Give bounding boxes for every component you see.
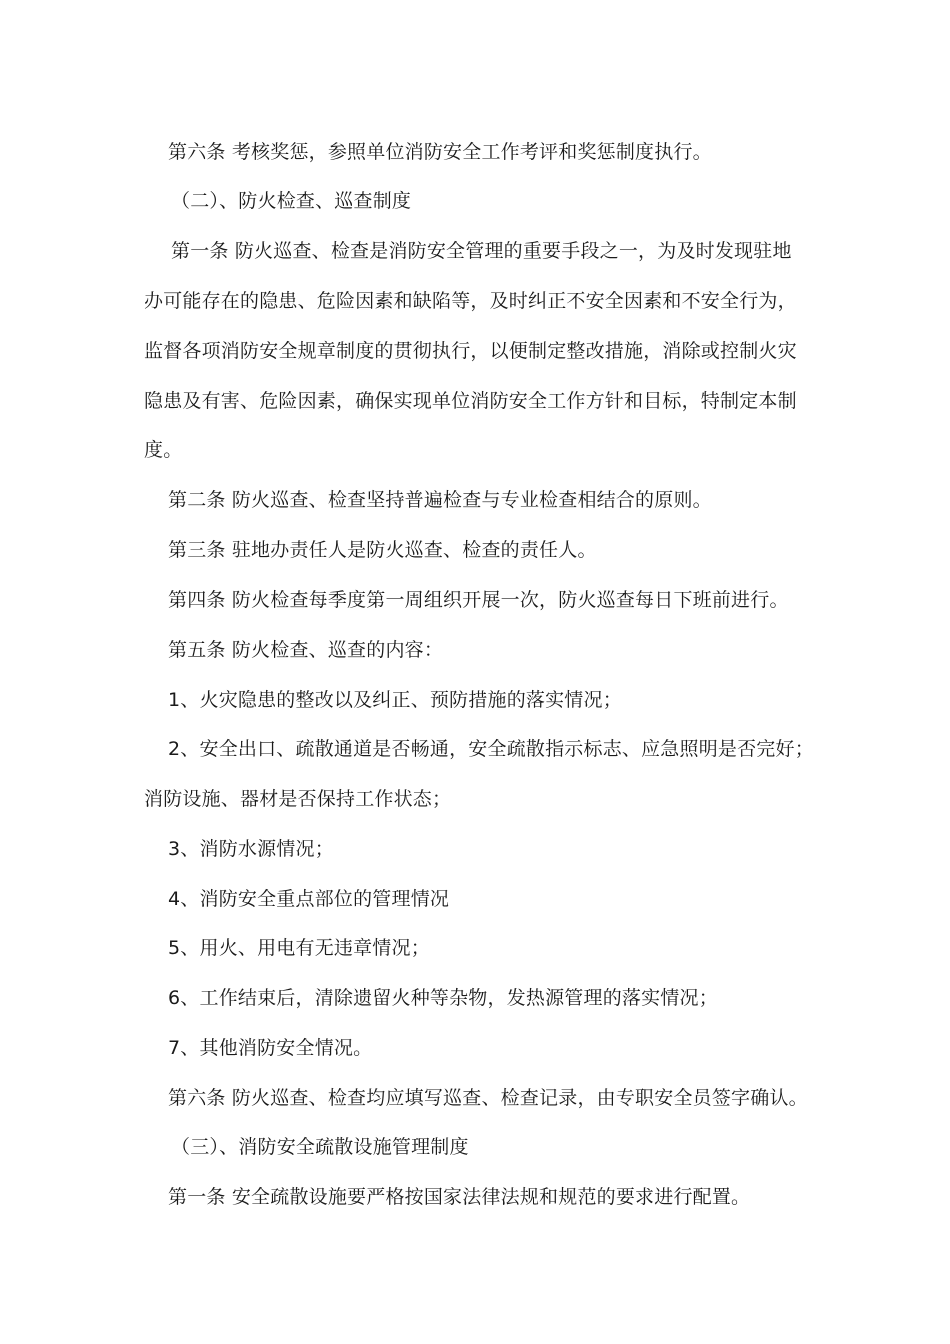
list-item-7: 7、其他消防安全情况。 [168, 1037, 373, 1059]
list-item-5: 5、用火、用电有无违章情况； [168, 937, 430, 959]
article-1-line-5: 度。 [144, 439, 183, 461]
list-item-2-line-1: 2、安全出口、疏散通道是否畅通，安全疏散指示标志、应急照明是否完好； [168, 738, 814, 760]
list-item-6: 6、工作结束后，清除遗留火种等杂物，发热源管理的落实情况； [168, 987, 718, 1009]
article-4: 第四条 防火检查每季度第一周组织开展一次，防火巡查每日下班前进行。 [168, 589, 789, 611]
list-item-3: 3、消防水源情况； [168, 838, 334, 860]
section-heading-evacuation: （三）、消防安全疏散设施管理制度 [171, 1136, 469, 1158]
section-heading-fire-inspection: （二）、防火检查、巡查制度 [171, 190, 412, 212]
article-5: 第五条 防火检查、巡查的内容： [168, 639, 444, 661]
article-6-records: 第六条 防火巡查、检查均应填写巡查、检查记录，由专职安全员签字确认。 [168, 1087, 808, 1109]
evacuation-article-1: 第一条 安全疏散设施要严格按国家法律法规和规范的要求进行配置。 [168, 1186, 751, 1208]
list-item-2-line-2: 消防设施、器材是否保持工作状态； [144, 788, 452, 810]
article-1-line-1: 第一条 防火巡查、检查是消防安全管理的重要手段之一，为及时发现驻地 [171, 240, 792, 262]
article-6-appraisal: 第六条 考核奖惩，参照单位消防安全工作考评和奖惩制度执行。 [168, 141, 712, 163]
article-1-line-4: 隐患及有害、危险因素，确保实现单位消防安全工作方针和目标，特制定本制 [144, 390, 797, 412]
article-1-line-3: 监督各项消防安全规章制度的贯彻执行，以便制定整改措施，消除或控制火灾 [144, 340, 797, 362]
list-item-4: 4、消防安全重点部位的管理情况 [168, 888, 450, 910]
article-3: 第三条 驻地办责任人是防火巡查、检查的责任人。 [168, 539, 597, 561]
article-1-line-2: 办可能存在的隐患、危险因素和缺陷等，及时纠正不安全因素和不安全行为， [144, 290, 797, 312]
article-2: 第二条 防火巡查、检查坚持普遍检查与专业检查相结合的原则。 [168, 489, 712, 511]
list-item-1: 1、火灾隐患的整改以及纠正、预防措施的落实情况； [168, 689, 622, 711]
